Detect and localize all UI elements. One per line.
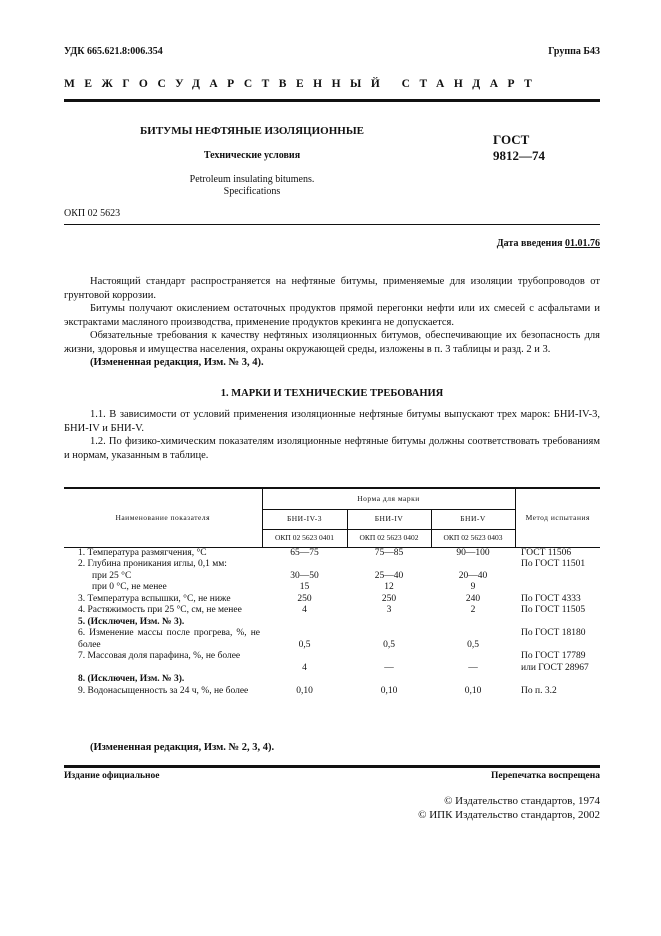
okp-code: ОКП 02 5623 — [64, 208, 121, 219]
header-indicator: Наименование показателя — [64, 488, 262, 547]
row-value: 0,10 — [380, 685, 398, 696]
grade-1: БНИ-IV-3 — [262, 509, 347, 529]
table-row — [64, 582, 600, 594]
english-title-2: Specifications — [223, 186, 281, 197]
row-value: 15 — [299, 582, 310, 592]
english-title-1: Petroleum insulating bitumens. — [189, 174, 315, 185]
table-row — [64, 651, 600, 674]
row-name: 2. Глубина проникания иглы, 0,1 мм: — [78, 559, 227, 569]
row-value: 30—50 — [290, 570, 319, 581]
row-value: 9 — [470, 582, 476, 592]
row-name: 9. Водонасыщенность за 24 ч, %, не более — [78, 685, 249, 696]
table-row — [64, 674, 600, 686]
row-name: 5. (Исключен, Изм. № 3). — [78, 616, 185, 627]
row-method: По п. 3.2 — [521, 685, 557, 696]
grade-2: БНИ-IV — [347, 509, 431, 529]
section-text — [64, 408, 600, 462]
row-value: 0,5 — [383, 639, 395, 650]
table-amendment-note: (Измененная редакция, Изм. № 2, 3, 4). — [90, 742, 275, 753]
row-name: 3. Температура вспышки, °С, не ниже — [78, 593, 231, 604]
table-row — [64, 686, 600, 698]
table-row — [64, 605, 600, 617]
table-row — [64, 559, 600, 571]
row-method: По ГОСТ 11505 — [521, 605, 586, 615]
udk-code: УДК 665.621.8:006.354 — [64, 46, 163, 57]
row-name: 7. Массовая доля парафина, %, не более — [78, 651, 241, 661]
row-name: 8. (Исключен, Изм. № 3). — [78, 674, 185, 684]
clause-1-2: 1.2. По физико-химическим показателям изоляционные нефтяные битумы должны соответствовать требованиям и нормам, указанным в таблице. — [64, 436, 600, 461]
row-method: По ГОСТ 17789 или ГОСТ 28967 — [521, 651, 589, 673]
row-value: 0,10 — [464, 685, 482, 696]
table-row — [64, 594, 600, 606]
row-value: 25—40 — [374, 570, 404, 581]
gost-number: 9812—74 — [493, 148, 545, 163]
row-method — [515, 617, 600, 629]
row-value: — — [384, 662, 394, 673]
row-value: 20—40 — [458, 570, 488, 581]
row-method: По ГОСТ 4333 — [521, 593, 581, 604]
header-method: Метод испытания — [515, 488, 600, 547]
row-method: По ГОСТ 18180 — [521, 628, 586, 638]
row-value — [262, 617, 347, 629]
row-method: По ГОСТ 11501 — [521, 559, 586, 569]
row-value: 2 — [470, 605, 476, 615]
date-value: 01.01.76 — [565, 238, 600, 249]
row-name: при 0 °С, не менее — [92, 582, 167, 592]
copyright-1974: © Издательство стандартов, 1974 — [444, 795, 600, 807]
row-value: 0,10 — [296, 685, 313, 696]
standard-banner: МЕЖГОСУДАРСТВЕННЫЙ СТАНДАРТ — [64, 78, 542, 90]
row-name: при 25 °С — [92, 570, 132, 581]
row-value — [262, 559, 347, 571]
requirements-table — [64, 487, 600, 697]
row-value: — — [468, 662, 478, 673]
gost-label: ГОСТ — [493, 132, 530, 147]
row-value: 240 — [465, 593, 481, 604]
official-edition: Издание официальное — [64, 771, 160, 781]
okp-3: ОКП 02 5623 0403 — [431, 529, 515, 547]
title-rule — [64, 224, 600, 225]
group-code: Группа Б43 — [548, 46, 600, 57]
header-rule — [64, 99, 600, 102]
row-value: 0,5 — [298, 639, 311, 650]
row-value: 75—85 — [374, 547, 404, 558]
effective-date — [497, 238, 600, 249]
table-row — [64, 571, 600, 583]
row-value: 4 — [302, 662, 307, 673]
okp-1: ОКП 02 5623 0401 — [262, 529, 347, 547]
table-row — [64, 617, 600, 629]
table-row — [64, 547, 600, 559]
row-value — [431, 617, 515, 629]
table-row — [64, 628, 600, 651]
row-name: 6. Изменение массы после прогрева, %, не более — [78, 628, 260, 650]
row-value — [431, 674, 515, 686]
row-value: 12 — [384, 582, 394, 592]
row-value — [347, 559, 431, 571]
date-label: Дата введения — [496, 238, 563, 249]
intro-paragraph-1: Настоящий стандарт распространяется на нефтяные битумы, применяемые для изоляции трубопроводов от грунтовой коррозии. — [64, 276, 600, 301]
row-value: 4 — [302, 605, 307, 615]
row-value: 250 — [381, 593, 397, 604]
intro-paragraph-2: Битумы получают окислением остаточных продуктов прямой перегонки нефти или их смесей с асфальтами и экстрактами масляного производства, применение продуктов крекинга не допускается. — [64, 303, 600, 328]
row-method: ГОСТ 11506 — [521, 547, 572, 558]
row-method — [515, 571, 600, 583]
copyright-2002: © ИПК Издательство стандартов, 2002 — [418, 809, 600, 821]
grade-3: БНИ-V — [431, 509, 515, 529]
table-header-row — [64, 488, 600, 509]
row-method — [515, 674, 600, 686]
row-name: 4. Растяжимость при 25 °С, см, не менее — [78, 605, 242, 615]
row-name: 1. Температура размягчения, °С — [78, 547, 207, 558]
row-value — [347, 617, 431, 629]
footer-rule — [64, 765, 600, 768]
row-value: 65—75 — [290, 547, 319, 558]
row-value: 3 — [386, 605, 392, 615]
row-value — [431, 559, 515, 571]
document-subtitle: Технические условия — [203, 150, 301, 161]
intro-amendment-note: (Измененная редакция, Изм. № 3, 4). — [90, 357, 264, 368]
section-heading: 1. МАРКИ И ТЕХНИЧЕСКИЕ ТРЕБОВАНИЯ — [220, 388, 444, 399]
row-value: 90—100 — [456, 547, 490, 558]
reprint-notice: Перепечатка воспрещена — [490, 771, 600, 781]
intro-text — [64, 275, 600, 370]
row-value — [262, 674, 347, 686]
row-value: 0,5 — [467, 639, 479, 650]
row-value: 250 — [297, 593, 312, 604]
document-title: БИТУМЫ НЕФТЯНЫЕ ИЗОЛЯЦИОННЫЕ — [140, 125, 364, 137]
intro-paragraph-3: Обязательные требования к качеству нефтяных изоляционных битумов, обеспечивающие их безопасность для жизни, здоровья и имущества населения, охраны окружающей среды, изложены в п. 3 таблицы и разд. 2 и 3. — [64, 330, 600, 355]
clause-1-1: 1.1. В зависимости от условий применения изоляционные нефтяные битумы выпускают трех марок: БНИ-IV-3, БНИ-IV и БНИ-V. — [64, 409, 600, 434]
row-method — [515, 582, 600, 594]
row-value — [347, 674, 431, 686]
header-norm: Норма для марки — [262, 488, 515, 509]
okp-2: ОКП 02 5623 0402 — [347, 529, 431, 547]
